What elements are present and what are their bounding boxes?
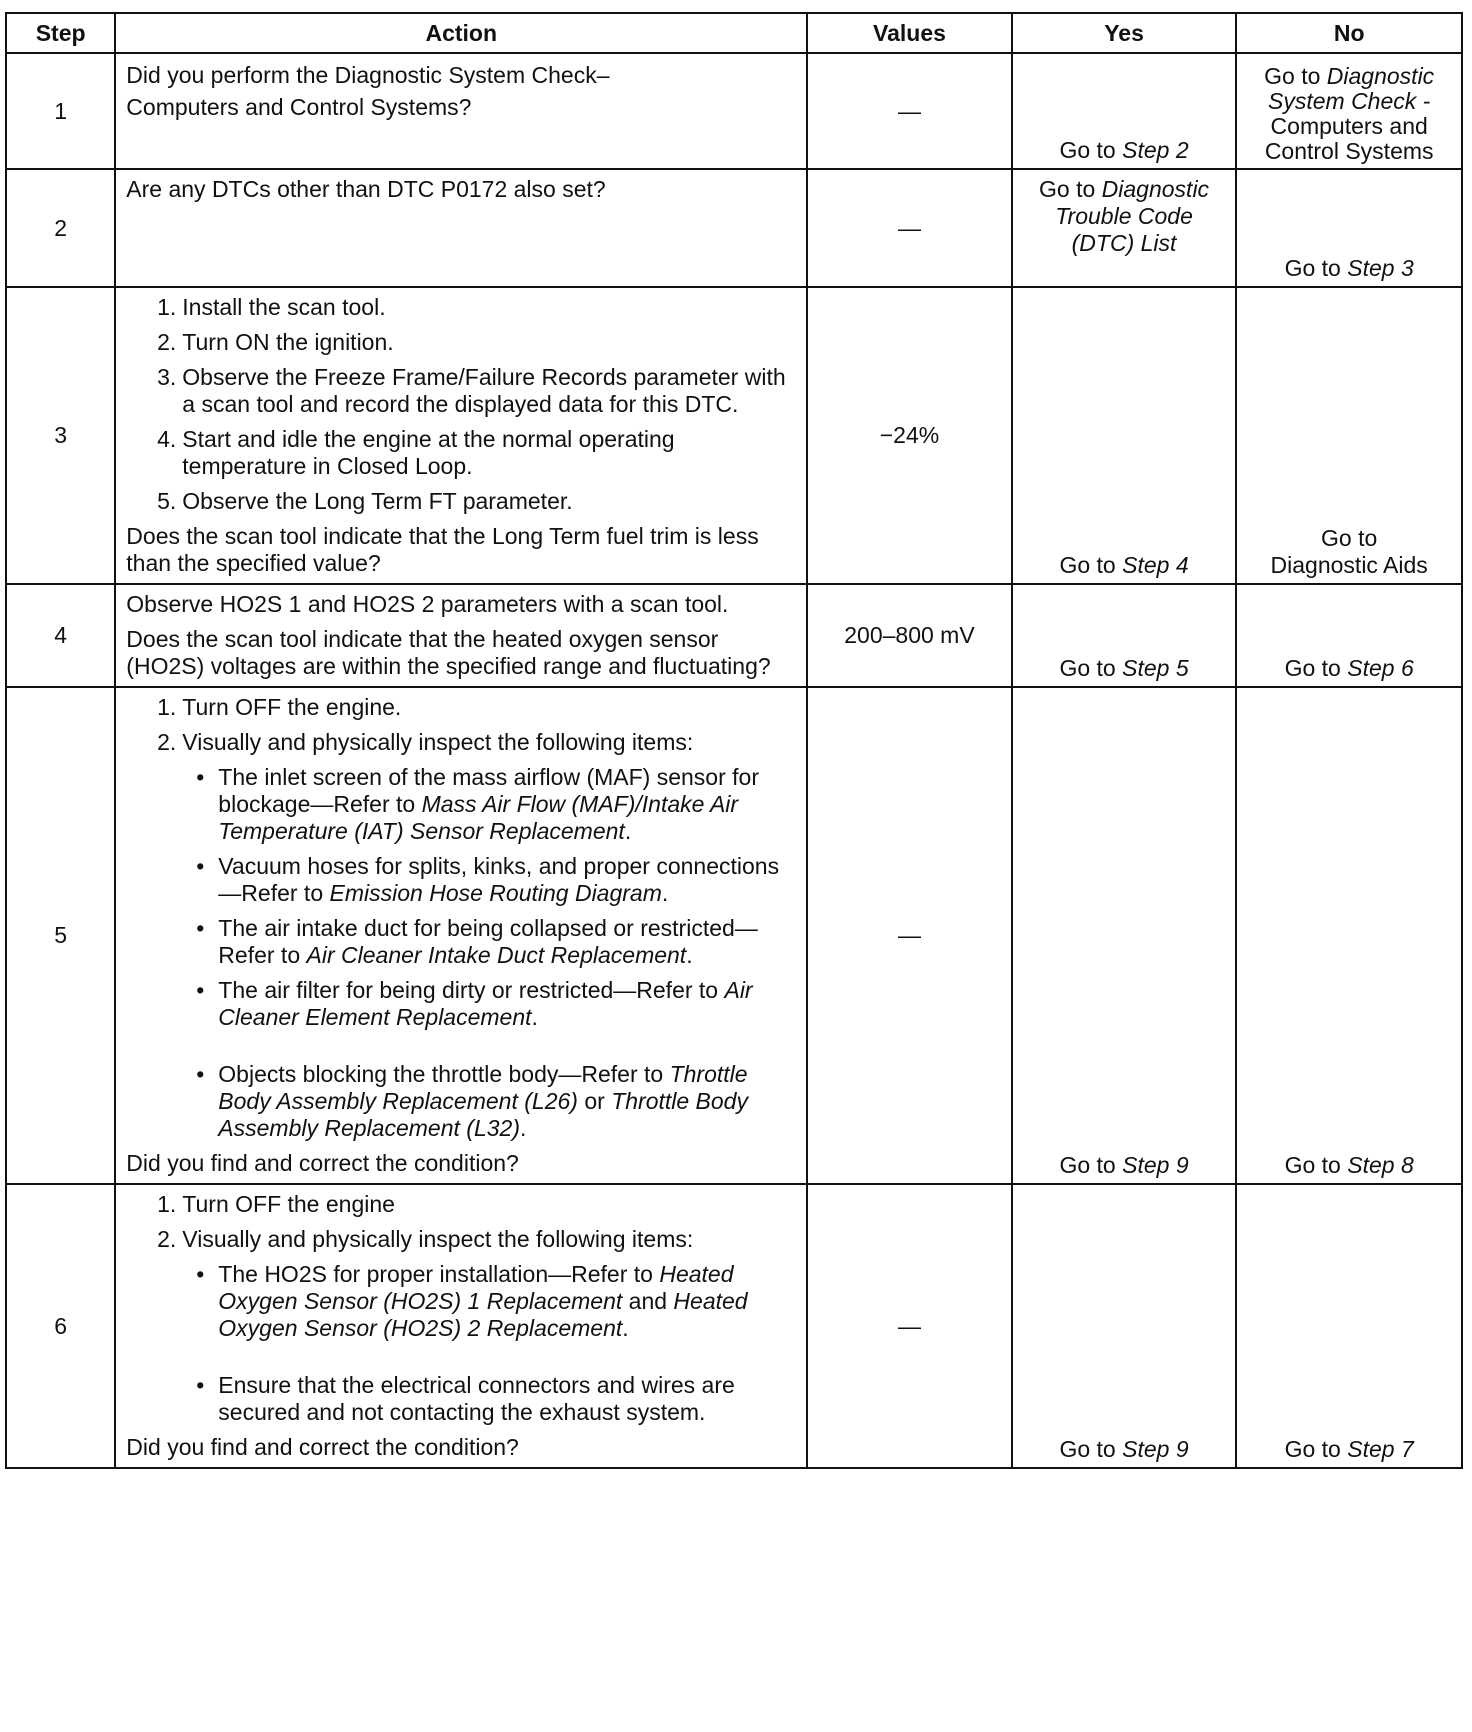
action-cell: [115, 169, 807, 287]
instruction: Observe HO2S 1 and HO2S 2 parameters with a scan tool.: [126, 591, 729, 617]
question: Did you find and correct the condition?: [126, 1434, 519, 1460]
question: Does the scan tool indicate that the Long Term fuel trim is less than the specified value?: [126, 523, 759, 576]
question: Did you perform the Diagnostic System Check–: [126, 62, 610, 88]
table-row: [6, 1184, 1462, 1468]
reference-link[interactable]: Throttle Body Assembly Replacement (L26): [218, 1061, 748, 1114]
table-row: [6, 584, 1462, 687]
question: Does the scan tool indicate that the heated oxygen sensor (HO2S) voltages are within the specified range and fluctuating?: [126, 626, 771, 679]
bullet-item: • The HO2S for proper installation—Refer to Heated Oxygen Sensor (HO2S) 1 Replacement and Heated Oxygen Sensor (HO2S) 2 Replacement.: [126, 1261, 796, 1342]
no-cell: Go to Diagnostic Aids: [1236, 287, 1462, 584]
header-no: No: [1236, 13, 1462, 53]
bullet-item: • The inlet screen of the mass airflow (MAF) sensor for blockage—Refer to Mass Air Flow (MAF)/Intake Air Temperature (IAT) Sensor Replacement.: [126, 764, 796, 845]
no-link[interactable]: Diagnostic Aids: [1270, 552, 1428, 578]
list-item: 3 . Observe the Freeze Frame/Failure Records parameter with a scan tool and record the displayed data for this DTC.: [126, 364, 796, 418]
header-step: Step: [6, 13, 115, 53]
action-cell: [115, 687, 807, 1184]
reference-link[interactable]: Air Cleaner Intake Duct Replacement: [306, 942, 687, 968]
step-number: 2: [6, 169, 115, 287]
list-item: 1 . Turn OFF the engine.: [126, 694, 796, 721]
list-item: 2 . Visually and physically inspect the following items:: [126, 729, 796, 756]
action-cell: [115, 584, 807, 687]
yes-link[interactable]: Step 9: [1122, 1436, 1189, 1462]
yes-link[interactable]: Step 5: [1122, 655, 1189, 681]
list-item: 1 . Turn OFF the engine: [126, 1191, 796, 1218]
question: Computers and Control Systems?: [126, 94, 472, 120]
value-cell: —: [807, 169, 1012, 287]
no-link[interactable]: Step 7: [1347, 1436, 1414, 1462]
yes-cell: Go to Step 9: [1012, 687, 1237, 1184]
no-cell: Go to Step 7: [1236, 1184, 1462, 1468]
value-cell: −24%: [807, 287, 1012, 584]
yes-cell: Go to Step 5: [1012, 584, 1237, 687]
list-item: 1 . Install the scan tool.: [126, 294, 796, 321]
no-cell: Go to Step 3: [1236, 169, 1462, 287]
table-header-row: [6, 13, 1462, 53]
yes-cell: Go to Step 9: [1012, 1184, 1237, 1468]
yes-cell: Go to Step 2: [1012, 53, 1237, 169]
bullet-item: • The air intake duct for being collapsed or restricted—Refer to Air Cleaner Intake Duct Replacement.: [126, 915, 796, 969]
table-row: [6, 53, 1462, 169]
reference-link[interactable]: Air Cleaner Element Replacement: [218, 977, 753, 1030]
yes-link[interactable]: Step 4: [1122, 552, 1189, 578]
yes-link[interactable]: Step 2: [1122, 137, 1189, 163]
header-yes: Yes: [1012, 13, 1237, 53]
action-cell: [115, 53, 807, 169]
diagnostic-table: [5, 12, 1463, 1469]
no-cell: Go to Step 8: [1236, 687, 1462, 1184]
yes-link[interactable]: Step 9: [1122, 1152, 1189, 1178]
yes-cell: Go to Diagnostic Trouble Code (DTC) List: [1012, 169, 1237, 287]
no-link[interactable]: Step 6: [1347, 655, 1414, 681]
question: Did you find and correct the condition?: [126, 1150, 519, 1176]
step-number: 5: [6, 687, 115, 1184]
bullet-item: • The air filter for being dirty or restricted—Refer to Air Cleaner Element Replacement.: [126, 977, 796, 1031]
table-row: [6, 169, 1462, 287]
reference-link[interactable]: Heated Oxygen Sensor (HO2S) 2 Replacement: [218, 1288, 748, 1341]
yes-link[interactable]: Diagnostic Trouble Code (DTC) List: [1055, 176, 1210, 256]
step-number: 6: [6, 1184, 115, 1468]
value-cell: —: [807, 53, 1012, 169]
header-action: Action: [115, 13, 807, 53]
action-cell: [115, 287, 807, 584]
reference-link[interactable]: Throttle Body Assembly Replacement (L32): [218, 1088, 748, 1141]
value-cell: 200–800 mV: [807, 584, 1012, 687]
no-link[interactable]: Diagnostic System Check -: [1268, 63, 1435, 114]
bullet-item: • Vacuum hoses for splits, kinks, and proper connections—Refer to Emission Hose Routing Diagram.: [126, 853, 796, 907]
bullet-item: • Objects blocking the throttle body—Refer to Throttle Body Assembly Replacement (L26) or Throttle Body Assembly Replacement (L32).: [126, 1061, 796, 1142]
no-cell: Go to Step 6: [1236, 584, 1462, 687]
bullet-item: • Ensure that the electrical connectors and wires are secured and not contacting the exhaust system.: [126, 1372, 796, 1426]
value-cell: —: [807, 687, 1012, 1184]
table-row: [6, 287, 1462, 584]
reference-link[interactable]: Emission Hose Routing Diagram: [329, 880, 662, 906]
list-item: 2 . Turn ON the ignition.: [126, 329, 796, 356]
action-cell: [115, 1184, 807, 1468]
no-cell: Go to Diagnostic System Check - Computers and Control Systems: [1236, 53, 1462, 169]
list-item: 2 . Visually and physically inspect the following items:: [126, 1226, 796, 1253]
step-number: 1: [6, 53, 115, 169]
no-link[interactable]: Step 3: [1347, 255, 1414, 281]
step-number: 4: [6, 584, 115, 687]
list-item: 4 . Start and idle the engine at the normal operating temperature in Closed Loop.: [126, 426, 796, 480]
list-item: 5 . Observe the Long Term FT parameter.: [126, 488, 796, 515]
reference-link[interactable]: Heated Oxygen Sensor (HO2S) 1 Replacement: [218, 1261, 734, 1314]
step-number: 3: [6, 287, 115, 584]
question: Are any DTCs other than DTC P0172 also set?: [126, 176, 606, 202]
value-cell: —: [807, 1184, 1012, 1468]
yes-cell: Go to Step 4: [1012, 287, 1237, 584]
no-link[interactable]: Step 8: [1347, 1152, 1414, 1178]
header-values: Values: [807, 13, 1012, 53]
table-row: [6, 687, 1462, 1184]
reference-link[interactable]: Mass Air Flow (MAF)/Intake Air Temperature (IAT) Sensor Replacement: [218, 791, 739, 844]
